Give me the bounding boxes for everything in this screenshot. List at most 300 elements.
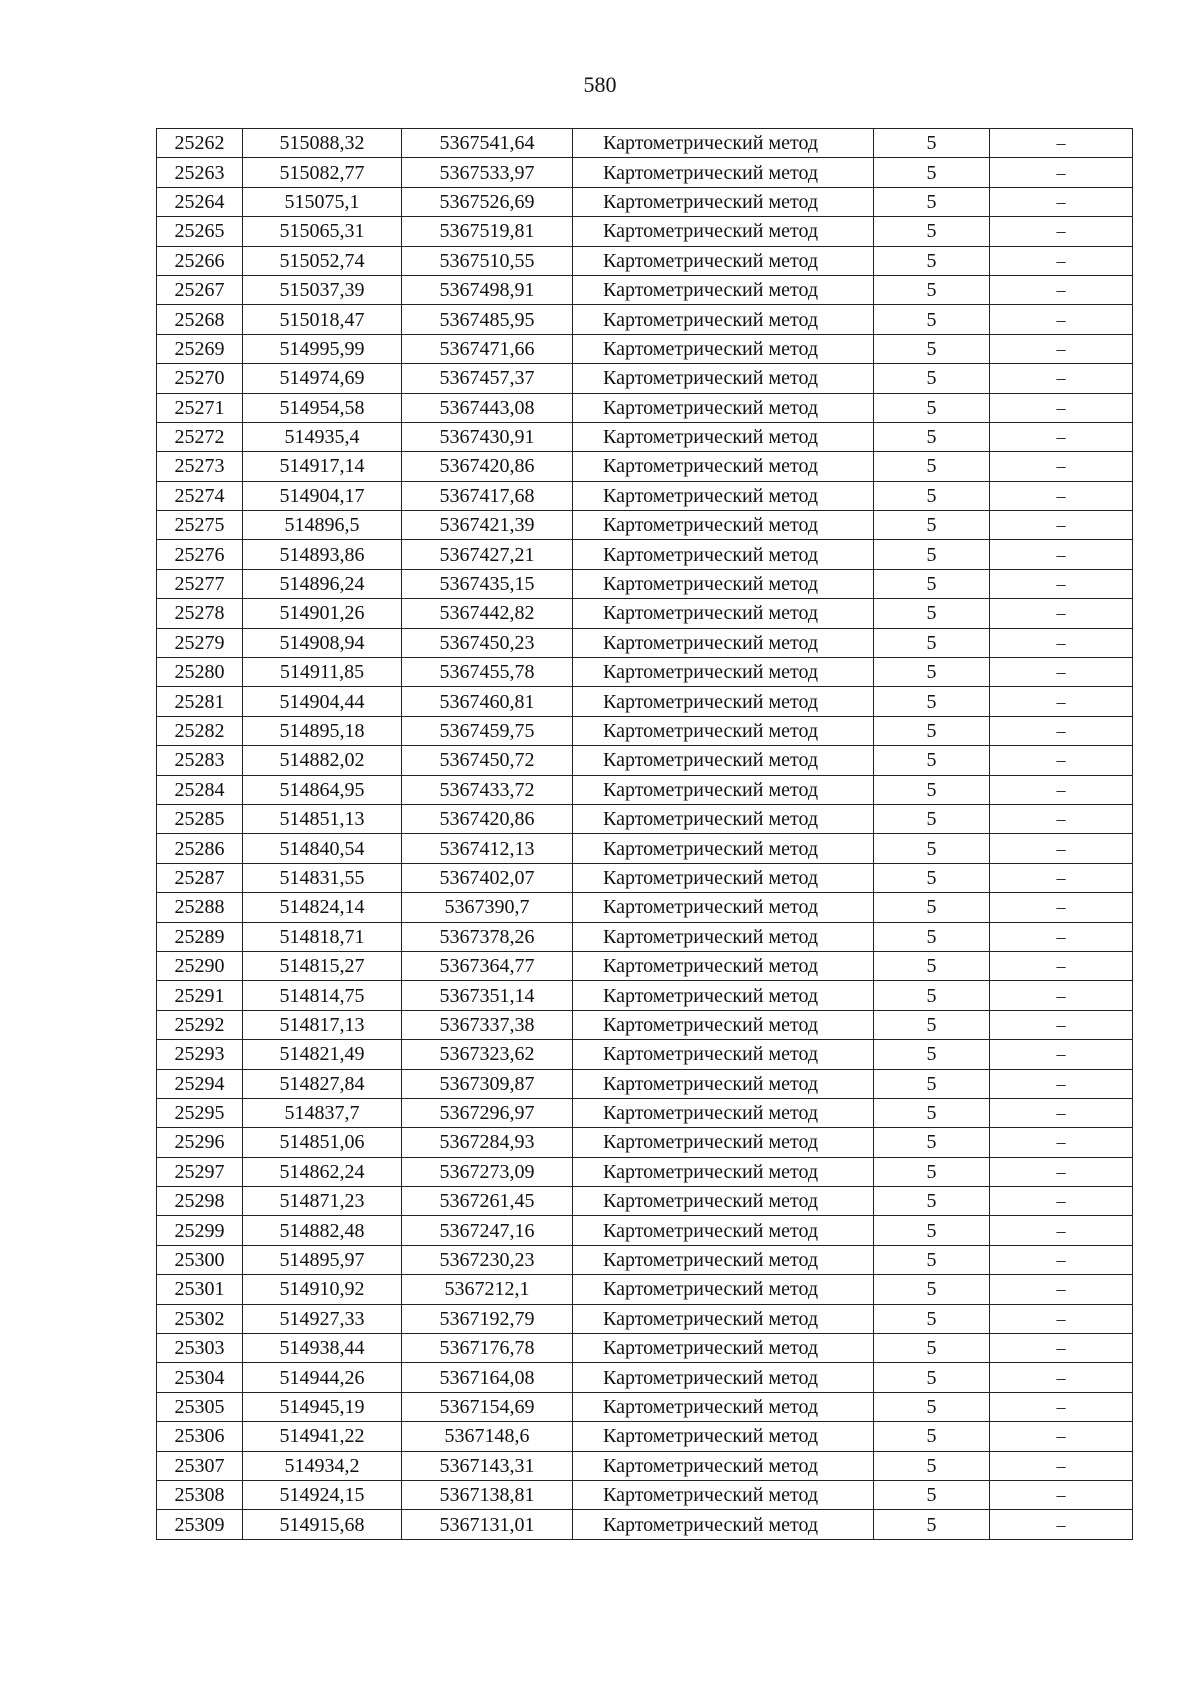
accuracy-cell: 5 [874, 1510, 990, 1539]
point-number-cell: 25295 [157, 1098, 243, 1127]
y-coordinate-cell: 5367261,45 [402, 1187, 573, 1216]
table-row [157, 1510, 1133, 1539]
x-coordinate-cell: 514895,97 [243, 1245, 402, 1274]
point-number-cell: 25263 [157, 158, 243, 187]
description-cell: – [990, 716, 1133, 745]
table-row [157, 569, 1133, 598]
description-cell: – [990, 1245, 1133, 1274]
description-cell: – [990, 158, 1133, 187]
accuracy-cell: 5 [874, 922, 990, 951]
description-cell: – [990, 481, 1133, 510]
method-cell: Картометрический метод [573, 1216, 874, 1245]
y-coordinate-cell: 5367143,31 [402, 1451, 573, 1480]
description-cell: – [990, 775, 1133, 804]
accuracy-cell: 5 [874, 334, 990, 363]
x-coordinate-cell: 514934,2 [243, 1451, 402, 1480]
accuracy-cell: 5 [874, 893, 990, 922]
accuracy-cell: 5 [874, 569, 990, 598]
table-row [157, 893, 1133, 922]
point-number-cell: 25301 [157, 1275, 243, 1304]
point-number-cell: 25306 [157, 1422, 243, 1451]
method-cell: Картометрический метод [573, 1157, 874, 1186]
point-number-cell: 25280 [157, 658, 243, 687]
point-number-cell: 25264 [157, 187, 243, 216]
point-number-cell: 25273 [157, 452, 243, 481]
x-coordinate-cell: 514893,86 [243, 540, 402, 569]
x-coordinate-cell: 514837,7 [243, 1098, 402, 1127]
point-number-cell: 25285 [157, 804, 243, 833]
table-row [157, 452, 1133, 481]
description-cell: – [990, 569, 1133, 598]
y-coordinate-cell: 5367412,13 [402, 834, 573, 863]
y-coordinate-cell: 5367212,1 [402, 1275, 573, 1304]
description-cell: – [990, 687, 1133, 716]
x-coordinate-cell: 514938,44 [243, 1334, 402, 1363]
accuracy-cell: 5 [874, 981, 990, 1010]
table-row [157, 511, 1133, 540]
table-row [157, 246, 1133, 275]
x-coordinate-cell: 514974,69 [243, 364, 402, 393]
accuracy-cell: 5 [874, 540, 990, 569]
y-coordinate-cell: 5367510,55 [402, 246, 573, 275]
y-coordinate-cell: 5367164,08 [402, 1363, 573, 1392]
y-coordinate-cell: 5367450,72 [402, 746, 573, 775]
description-cell: – [990, 658, 1133, 687]
x-coordinate-cell: 514908,94 [243, 628, 402, 657]
table-row [157, 1392, 1133, 1421]
x-coordinate-cell: 514817,13 [243, 1010, 402, 1039]
description-cell: – [990, 511, 1133, 540]
x-coordinate-cell: 514851,06 [243, 1128, 402, 1157]
y-coordinate-cell: 5367402,07 [402, 863, 573, 892]
method-cell: Картометрический метод [573, 687, 874, 716]
x-coordinate-cell: 514815,27 [243, 951, 402, 980]
method-cell: Картометрический метод [573, 1098, 874, 1127]
method-cell: Картометрический метод [573, 599, 874, 628]
x-coordinate-cell: 514862,24 [243, 1157, 402, 1186]
point-number-cell: 25299 [157, 1216, 243, 1245]
x-coordinate-cell: 515052,74 [243, 246, 402, 275]
accuracy-cell: 5 [874, 305, 990, 334]
point-number-cell: 25283 [157, 746, 243, 775]
method-cell: Картометрический метод [573, 129, 874, 158]
method-cell: Картометрический метод [573, 1069, 874, 1098]
x-coordinate-cell: 514851,13 [243, 804, 402, 833]
table-row [157, 393, 1133, 422]
accuracy-cell: 5 [874, 1098, 990, 1127]
point-number-cell: 25297 [157, 1157, 243, 1186]
accuracy-cell: 5 [874, 511, 990, 540]
method-cell: Картометрический метод [573, 1363, 874, 1392]
point-number-cell: 25274 [157, 481, 243, 510]
table-body [157, 129, 1133, 1540]
description-cell: – [990, 1010, 1133, 1039]
y-coordinate-cell: 5367430,91 [402, 422, 573, 451]
description-cell: – [990, 834, 1133, 863]
y-coordinate-cell: 5367421,39 [402, 511, 573, 540]
y-coordinate-cell: 5367485,95 [402, 305, 573, 334]
y-coordinate-cell: 5367433,72 [402, 775, 573, 804]
x-coordinate-cell: 515082,77 [243, 158, 402, 187]
method-cell: Картометрический метод [573, 217, 874, 246]
accuracy-cell: 5 [874, 599, 990, 628]
point-number-cell: 25309 [157, 1510, 243, 1539]
table-row [157, 658, 1133, 687]
x-coordinate-cell: 514917,14 [243, 452, 402, 481]
table-row [157, 1334, 1133, 1363]
x-coordinate-cell: 514910,92 [243, 1275, 402, 1304]
table-row [157, 275, 1133, 304]
description-cell: – [990, 187, 1133, 216]
method-cell: Картометрический метод [573, 863, 874, 892]
method-cell: Картометрический метод [573, 1422, 874, 1451]
method-cell: Картометрический метод [573, 1245, 874, 1274]
y-coordinate-cell: 5367148,6 [402, 1422, 573, 1451]
y-coordinate-cell: 5367390,7 [402, 893, 573, 922]
method-cell: Картометрический метод [573, 922, 874, 951]
method-cell: Картометрический метод [573, 393, 874, 422]
accuracy-cell: 5 [874, 1157, 990, 1186]
description-cell: – [990, 1363, 1133, 1392]
accuracy-cell: 5 [874, 1040, 990, 1069]
point-number-cell: 25307 [157, 1451, 243, 1480]
description-cell: – [990, 1392, 1133, 1421]
point-number-cell: 25277 [157, 569, 243, 598]
table-row [157, 687, 1133, 716]
description-cell: – [990, 1304, 1133, 1333]
table-row [157, 804, 1133, 833]
accuracy-cell: 5 [874, 687, 990, 716]
table-row [157, 981, 1133, 1010]
method-cell: Картометрический метод [573, 1304, 874, 1333]
accuracy-cell: 5 [874, 1422, 990, 1451]
description-cell: – [990, 599, 1133, 628]
point-number-cell: 25284 [157, 775, 243, 804]
description-cell: – [990, 364, 1133, 393]
point-number-cell: 25268 [157, 305, 243, 334]
method-cell: Картометрический метод [573, 775, 874, 804]
table-row [157, 599, 1133, 628]
description-cell: – [990, 1069, 1133, 1098]
table-row [157, 775, 1133, 804]
accuracy-cell: 5 [874, 863, 990, 892]
accuracy-cell: 5 [874, 481, 990, 510]
x-coordinate-cell: 514945,19 [243, 1392, 402, 1421]
description-cell: – [990, 893, 1133, 922]
method-cell: Картометрический метод [573, 452, 874, 481]
description-cell: – [990, 1422, 1133, 1451]
method-cell: Картометрический метод [573, 804, 874, 833]
x-coordinate-cell: 514895,18 [243, 716, 402, 745]
x-coordinate-cell: 514927,33 [243, 1304, 402, 1333]
y-coordinate-cell: 5367541,64 [402, 129, 573, 158]
point-number-cell: 25266 [157, 246, 243, 275]
accuracy-cell: 5 [874, 246, 990, 275]
accuracy-cell: 5 [874, 1069, 990, 1098]
table-row [157, 1069, 1133, 1098]
point-number-cell: 25267 [157, 275, 243, 304]
table-row [157, 422, 1133, 451]
table-row [157, 364, 1133, 393]
x-coordinate-cell: 514896,24 [243, 569, 402, 598]
table-row [157, 1216, 1133, 1245]
y-coordinate-cell: 5367337,38 [402, 1010, 573, 1039]
table-row [157, 1128, 1133, 1157]
method-cell: Картометрический метод [573, 1040, 874, 1069]
x-coordinate-cell: 514911,85 [243, 658, 402, 687]
point-number-cell: 25303 [157, 1334, 243, 1363]
accuracy-cell: 5 [874, 364, 990, 393]
accuracy-cell: 5 [874, 1363, 990, 1392]
table-row [157, 1422, 1133, 1451]
description-cell: – [990, 1510, 1133, 1539]
x-coordinate-cell: 514904,17 [243, 481, 402, 510]
point-number-cell: 25276 [157, 540, 243, 569]
method-cell: Картометрический метод [573, 422, 874, 451]
y-coordinate-cell: 5367443,08 [402, 393, 573, 422]
method-cell: Картометрический метод [573, 1128, 874, 1157]
table-row [157, 1363, 1133, 1392]
y-coordinate-cell: 5367247,16 [402, 1216, 573, 1245]
method-cell: Картометрический метод [573, 1392, 874, 1421]
description-cell: – [990, 1451, 1133, 1480]
method-cell: Картометрический метод [573, 158, 874, 187]
x-coordinate-cell: 515018,47 [243, 305, 402, 334]
coordinates-table [156, 128, 1133, 1540]
description-cell: – [990, 922, 1133, 951]
accuracy-cell: 5 [874, 393, 990, 422]
point-number-cell: 25281 [157, 687, 243, 716]
method-cell: Картометрический метод [573, 275, 874, 304]
accuracy-cell: 5 [874, 422, 990, 451]
point-number-cell: 25308 [157, 1480, 243, 1509]
point-number-cell: 25288 [157, 893, 243, 922]
table-row [157, 1275, 1133, 1304]
method-cell: Картометрический метод [573, 1451, 874, 1480]
accuracy-cell: 5 [874, 1187, 990, 1216]
y-coordinate-cell: 5367230,23 [402, 1245, 573, 1274]
x-coordinate-cell: 514840,54 [243, 834, 402, 863]
x-coordinate-cell: 514831,55 [243, 863, 402, 892]
table-row [157, 1304, 1133, 1333]
x-coordinate-cell: 515075,1 [243, 187, 402, 216]
table-row [157, 1010, 1133, 1039]
x-coordinate-cell: 514904,44 [243, 687, 402, 716]
x-coordinate-cell: 514935,4 [243, 422, 402, 451]
table-row [157, 187, 1133, 216]
method-cell: Картометрический метод [573, 569, 874, 598]
y-coordinate-cell: 5367427,21 [402, 540, 573, 569]
table-row [157, 1480, 1133, 1509]
description-cell: – [990, 804, 1133, 833]
table-row [157, 217, 1133, 246]
description-cell: – [990, 951, 1133, 980]
method-cell: Картометрический метод [573, 658, 874, 687]
table-row [157, 1098, 1133, 1127]
y-coordinate-cell: 5367192,79 [402, 1304, 573, 1333]
accuracy-cell: 5 [874, 1480, 990, 1509]
x-coordinate-cell: 514814,75 [243, 981, 402, 1010]
table-row [157, 1451, 1133, 1480]
table-row [157, 1245, 1133, 1274]
table-row [157, 129, 1133, 158]
accuracy-cell: 5 [874, 129, 990, 158]
accuracy-cell: 5 [874, 275, 990, 304]
method-cell: Картометрический метод [573, 834, 874, 863]
table-row [157, 863, 1133, 892]
description-cell: – [990, 863, 1133, 892]
method-cell: Картометрический метод [573, 1275, 874, 1304]
method-cell: Картометрический метод [573, 1187, 874, 1216]
description-cell: – [990, 1275, 1133, 1304]
y-coordinate-cell: 5367498,91 [402, 275, 573, 304]
x-coordinate-cell: 514901,26 [243, 599, 402, 628]
description-cell: – [990, 452, 1133, 481]
point-number-cell: 25304 [157, 1363, 243, 1392]
method-cell: Картометрический метод [573, 951, 874, 980]
point-number-cell: 25265 [157, 217, 243, 246]
description-cell: – [990, 1216, 1133, 1245]
method-cell: Картометрический метод [573, 981, 874, 1010]
description-cell: – [990, 305, 1133, 334]
y-coordinate-cell: 5367450,23 [402, 628, 573, 657]
y-coordinate-cell: 5367296,97 [402, 1098, 573, 1127]
point-number-cell: 25286 [157, 834, 243, 863]
y-coordinate-cell: 5367420,86 [402, 452, 573, 481]
x-coordinate-cell: 514941,22 [243, 1422, 402, 1451]
accuracy-cell: 5 [874, 1216, 990, 1245]
table-row [157, 1187, 1133, 1216]
accuracy-cell: 5 [874, 951, 990, 980]
accuracy-cell: 5 [874, 804, 990, 833]
point-number-cell: 25291 [157, 981, 243, 1010]
method-cell: Картометрический метод [573, 246, 874, 275]
y-coordinate-cell: 5367351,14 [402, 981, 573, 1010]
table-row [157, 746, 1133, 775]
y-coordinate-cell: 5367420,86 [402, 804, 573, 833]
accuracy-cell: 5 [874, 834, 990, 863]
x-coordinate-cell: 514954,58 [243, 393, 402, 422]
description-cell: – [990, 129, 1133, 158]
point-number-cell: 25272 [157, 422, 243, 451]
x-coordinate-cell: 514821,49 [243, 1040, 402, 1069]
x-coordinate-cell: 514827,84 [243, 1069, 402, 1098]
y-coordinate-cell: 5367378,26 [402, 922, 573, 951]
y-coordinate-cell: 5367417,68 [402, 481, 573, 510]
page-number: 580 [583, 72, 617, 97]
accuracy-cell: 5 [874, 1334, 990, 1363]
y-coordinate-cell: 5367457,37 [402, 364, 573, 393]
description-cell: – [990, 1157, 1133, 1186]
table-row [157, 334, 1133, 363]
method-cell: Картометрический метод [573, 1480, 874, 1509]
point-number-cell: 25271 [157, 393, 243, 422]
point-number-cell: 25294 [157, 1069, 243, 1098]
description-cell: – [990, 334, 1133, 363]
y-coordinate-cell: 5367176,78 [402, 1334, 573, 1363]
description-cell: – [990, 422, 1133, 451]
method-cell: Картометрический метод [573, 305, 874, 334]
accuracy-cell: 5 [874, 746, 990, 775]
x-coordinate-cell: 514915,68 [243, 1510, 402, 1539]
y-coordinate-cell: 5367154,69 [402, 1392, 573, 1421]
table-row [157, 540, 1133, 569]
description-cell: – [990, 1187, 1133, 1216]
y-coordinate-cell: 5367364,77 [402, 951, 573, 980]
accuracy-cell: 5 [874, 187, 990, 216]
method-cell: Картометрический метод [573, 187, 874, 216]
accuracy-cell: 5 [874, 1275, 990, 1304]
description-cell: – [990, 746, 1133, 775]
description-cell: – [990, 1480, 1133, 1509]
description-cell: – [990, 628, 1133, 657]
y-coordinate-cell: 5367460,81 [402, 687, 573, 716]
y-coordinate-cell: 5367442,82 [402, 599, 573, 628]
table-row [157, 158, 1133, 187]
y-coordinate-cell: 5367459,75 [402, 716, 573, 745]
method-cell: Картометрический метод [573, 746, 874, 775]
description-cell: – [990, 540, 1133, 569]
method-cell: Картометрический метод [573, 1334, 874, 1363]
table-row [157, 305, 1133, 334]
accuracy-cell: 5 [874, 775, 990, 804]
point-number-cell: 25305 [157, 1392, 243, 1421]
point-number-cell: 25262 [157, 129, 243, 158]
description-cell: – [990, 981, 1133, 1010]
method-cell: Картометрический метод [573, 364, 874, 393]
table-row [157, 1040, 1133, 1069]
y-coordinate-cell: 5367323,62 [402, 1040, 573, 1069]
accuracy-cell: 5 [874, 716, 990, 745]
x-coordinate-cell: 514995,99 [243, 334, 402, 363]
description-cell: – [990, 1098, 1133, 1127]
y-coordinate-cell: 5367471,66 [402, 334, 573, 363]
y-coordinate-cell: 5367309,87 [402, 1069, 573, 1098]
method-cell: Картометрический метод [573, 540, 874, 569]
point-number-cell: 25298 [157, 1187, 243, 1216]
y-coordinate-cell: 5367138,81 [402, 1480, 573, 1509]
method-cell: Картометрический метод [573, 628, 874, 657]
accuracy-cell: 5 [874, 1392, 990, 1421]
method-cell: Картометрический метод [573, 511, 874, 540]
x-coordinate-cell: 514882,02 [243, 746, 402, 775]
point-number-cell: 25275 [157, 511, 243, 540]
accuracy-cell: 5 [874, 1245, 990, 1274]
method-cell: Картометрический метод [573, 334, 874, 363]
accuracy-cell: 5 [874, 658, 990, 687]
x-coordinate-cell: 514871,23 [243, 1187, 402, 1216]
point-number-cell: 25292 [157, 1010, 243, 1039]
description-cell: – [990, 275, 1133, 304]
accuracy-cell: 5 [874, 158, 990, 187]
accuracy-cell: 5 [874, 1304, 990, 1333]
accuracy-cell: 5 [874, 628, 990, 657]
table-row [157, 628, 1133, 657]
accuracy-cell: 5 [874, 1128, 990, 1157]
y-coordinate-cell: 5367519,81 [402, 217, 573, 246]
x-coordinate-cell: 514818,71 [243, 922, 402, 951]
x-coordinate-cell: 514896,5 [243, 511, 402, 540]
point-number-cell: 25269 [157, 334, 243, 363]
x-coordinate-cell: 515088,32 [243, 129, 402, 158]
y-coordinate-cell: 5367273,09 [402, 1157, 573, 1186]
point-number-cell: 25293 [157, 1040, 243, 1069]
point-number-cell: 25296 [157, 1128, 243, 1157]
point-number-cell: 25278 [157, 599, 243, 628]
x-coordinate-cell: 514864,95 [243, 775, 402, 804]
table-row [157, 1157, 1133, 1186]
y-coordinate-cell: 5367284,93 [402, 1128, 573, 1157]
